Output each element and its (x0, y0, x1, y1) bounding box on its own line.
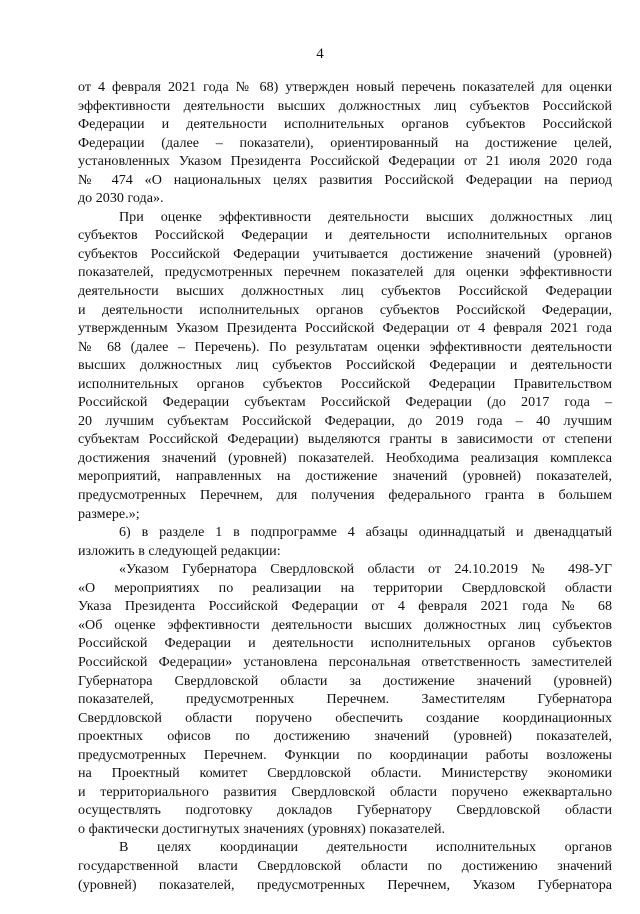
paragraph-p1 (78, 78, 612, 208)
text-line: установленных Указом Президента Российской Федерации от 21 июля 2020 года (78, 153, 612, 170)
text-line: и территориального развития Свердловской области поручено ежеквартально (78, 783, 612, 800)
text-line: Российской Федерации субъектам Российской Федерации (до 2017 года – (78, 394, 612, 411)
paragraph-p2 (78, 208, 612, 523)
text-line: утвержденным Указом Президента Российской Федерации от 4 февраля 2021 года (78, 320, 612, 337)
text-line: Губернатора Свердловской области за достижение значений (уровней) (78, 672, 612, 689)
text-line: № 474 «О национальных целях развития Российской Федерации на период (78, 171, 612, 188)
text-line: осуществлять подготовку докладов Губернатору Свердловской области (78, 802, 612, 819)
text-line: и деятельности исполнительных органов субъектов Российской Федерации, (78, 301, 612, 318)
text-line: «О мероприятиях по реализации на территории Свердловской области (78, 579, 612, 596)
text-line: предусмотренных Перечнем. Функции по координации работы возложены (78, 746, 612, 763)
text-line: исполнительных органов субъектов Российской Федерации Правительством (78, 375, 612, 392)
text-line: Указа Президента Российской Федерации от 4 февраля 2021 года № 68 (78, 598, 612, 615)
text-line: 6) в разделе 1 в подпрограмме 4 абзацы одиннадцатый и двенадцатый (119, 524, 612, 541)
text-line: Российской Федерации» установлена персональная ответственность заместителей (78, 653, 612, 670)
paragraph-p3 (78, 523, 612, 560)
text-line: мероприятий, направленных на достижение значений (уровней) показателей, (78, 468, 612, 485)
page-number: 4 (316, 46, 324, 62)
text-line: № 68 (далее – Перечень). По результатам оценки эффективности деятельности (78, 338, 612, 355)
text-line: В целях координации деятельности исполнительных органов (119, 839, 612, 856)
text-line: Федерации и деятельности исполнительных органов субъектов Российской (78, 116, 612, 133)
document-body (78, 78, 612, 894)
text-line: показателей, предусмотренных перечнем показателей для оценки эффективности (78, 264, 612, 281)
text-line: Российской Федерации и деятельности исполнительных органов субъектов (78, 635, 612, 652)
text-line: Федерации (далее – показатели), ориентированный на достижение целей, (78, 134, 612, 151)
text-line: о фактически достигнутых значениях (уровнях) показателей. (78, 820, 446, 837)
text-line: Свердловской области поручено обеспечить создание координационных (78, 709, 612, 726)
text-line: предусмотренных Перечнем, для получения федерального гранта в большем (78, 487, 612, 504)
text-line: «Об оценке эффективности деятельности высших должностных лиц субъектов (78, 616, 612, 633)
text-line: показателей, предусмотренных Перечнем. Заместителям Губернатора (78, 691, 612, 708)
text-line: (уровней) показателей, предусмотренных Перечнем, Указом Губернатора (78, 876, 612, 893)
text-line: размере.»; (78, 505, 140, 522)
text-line: субъектов Российской Федерации и деятельности исполнительных органов (78, 227, 612, 244)
paragraph-p4 (78, 560, 612, 838)
text-line: высших должностных лиц субъектов Российской Федерации и деятельности (78, 357, 612, 374)
text-line: изложить в следующей редакции: (78, 542, 281, 559)
text-line: до 2030 года». (78, 190, 164, 207)
text-line: субъектов Российской Федерации учитывается достижение значений (уровней) (78, 245, 612, 262)
text-line: субъектам Российской Федерации) выделяются гранты в зависимости от степени (78, 431, 612, 448)
text-line: государственной власти Свердловской области по достижению значений (78, 857, 612, 874)
text-line: «Указом Губернатора Свердловской области от 24.10.2019 № 498-УГ (119, 561, 612, 578)
text-line: достижения значений (уровней) показателей. Необходима реализация комплекса (78, 449, 612, 466)
text-line: 20 лучшим субъектам Российской Федерации, до 2019 года – 40 лучшим (78, 412, 612, 429)
text-line: деятельности высших должностных лиц субъектов Российской Федерации (78, 283, 612, 300)
text-line: от 4 февраля 2021 года № 68) утвержден новый перечень показателей для оценки (78, 79, 612, 95)
paragraph-p5 (78, 838, 612, 894)
text-line: проектных офисов по достижению значений (уровней) показателей, (78, 728, 612, 745)
text-line: При оценке эффективности деятельности высших должностных лиц (119, 208, 612, 225)
text-line: эффективности деятельности высших должностных лиц субъектов Российской (78, 97, 612, 114)
text-line: на Проектный комитет Свердловской области. Министерству экономики (78, 765, 612, 782)
